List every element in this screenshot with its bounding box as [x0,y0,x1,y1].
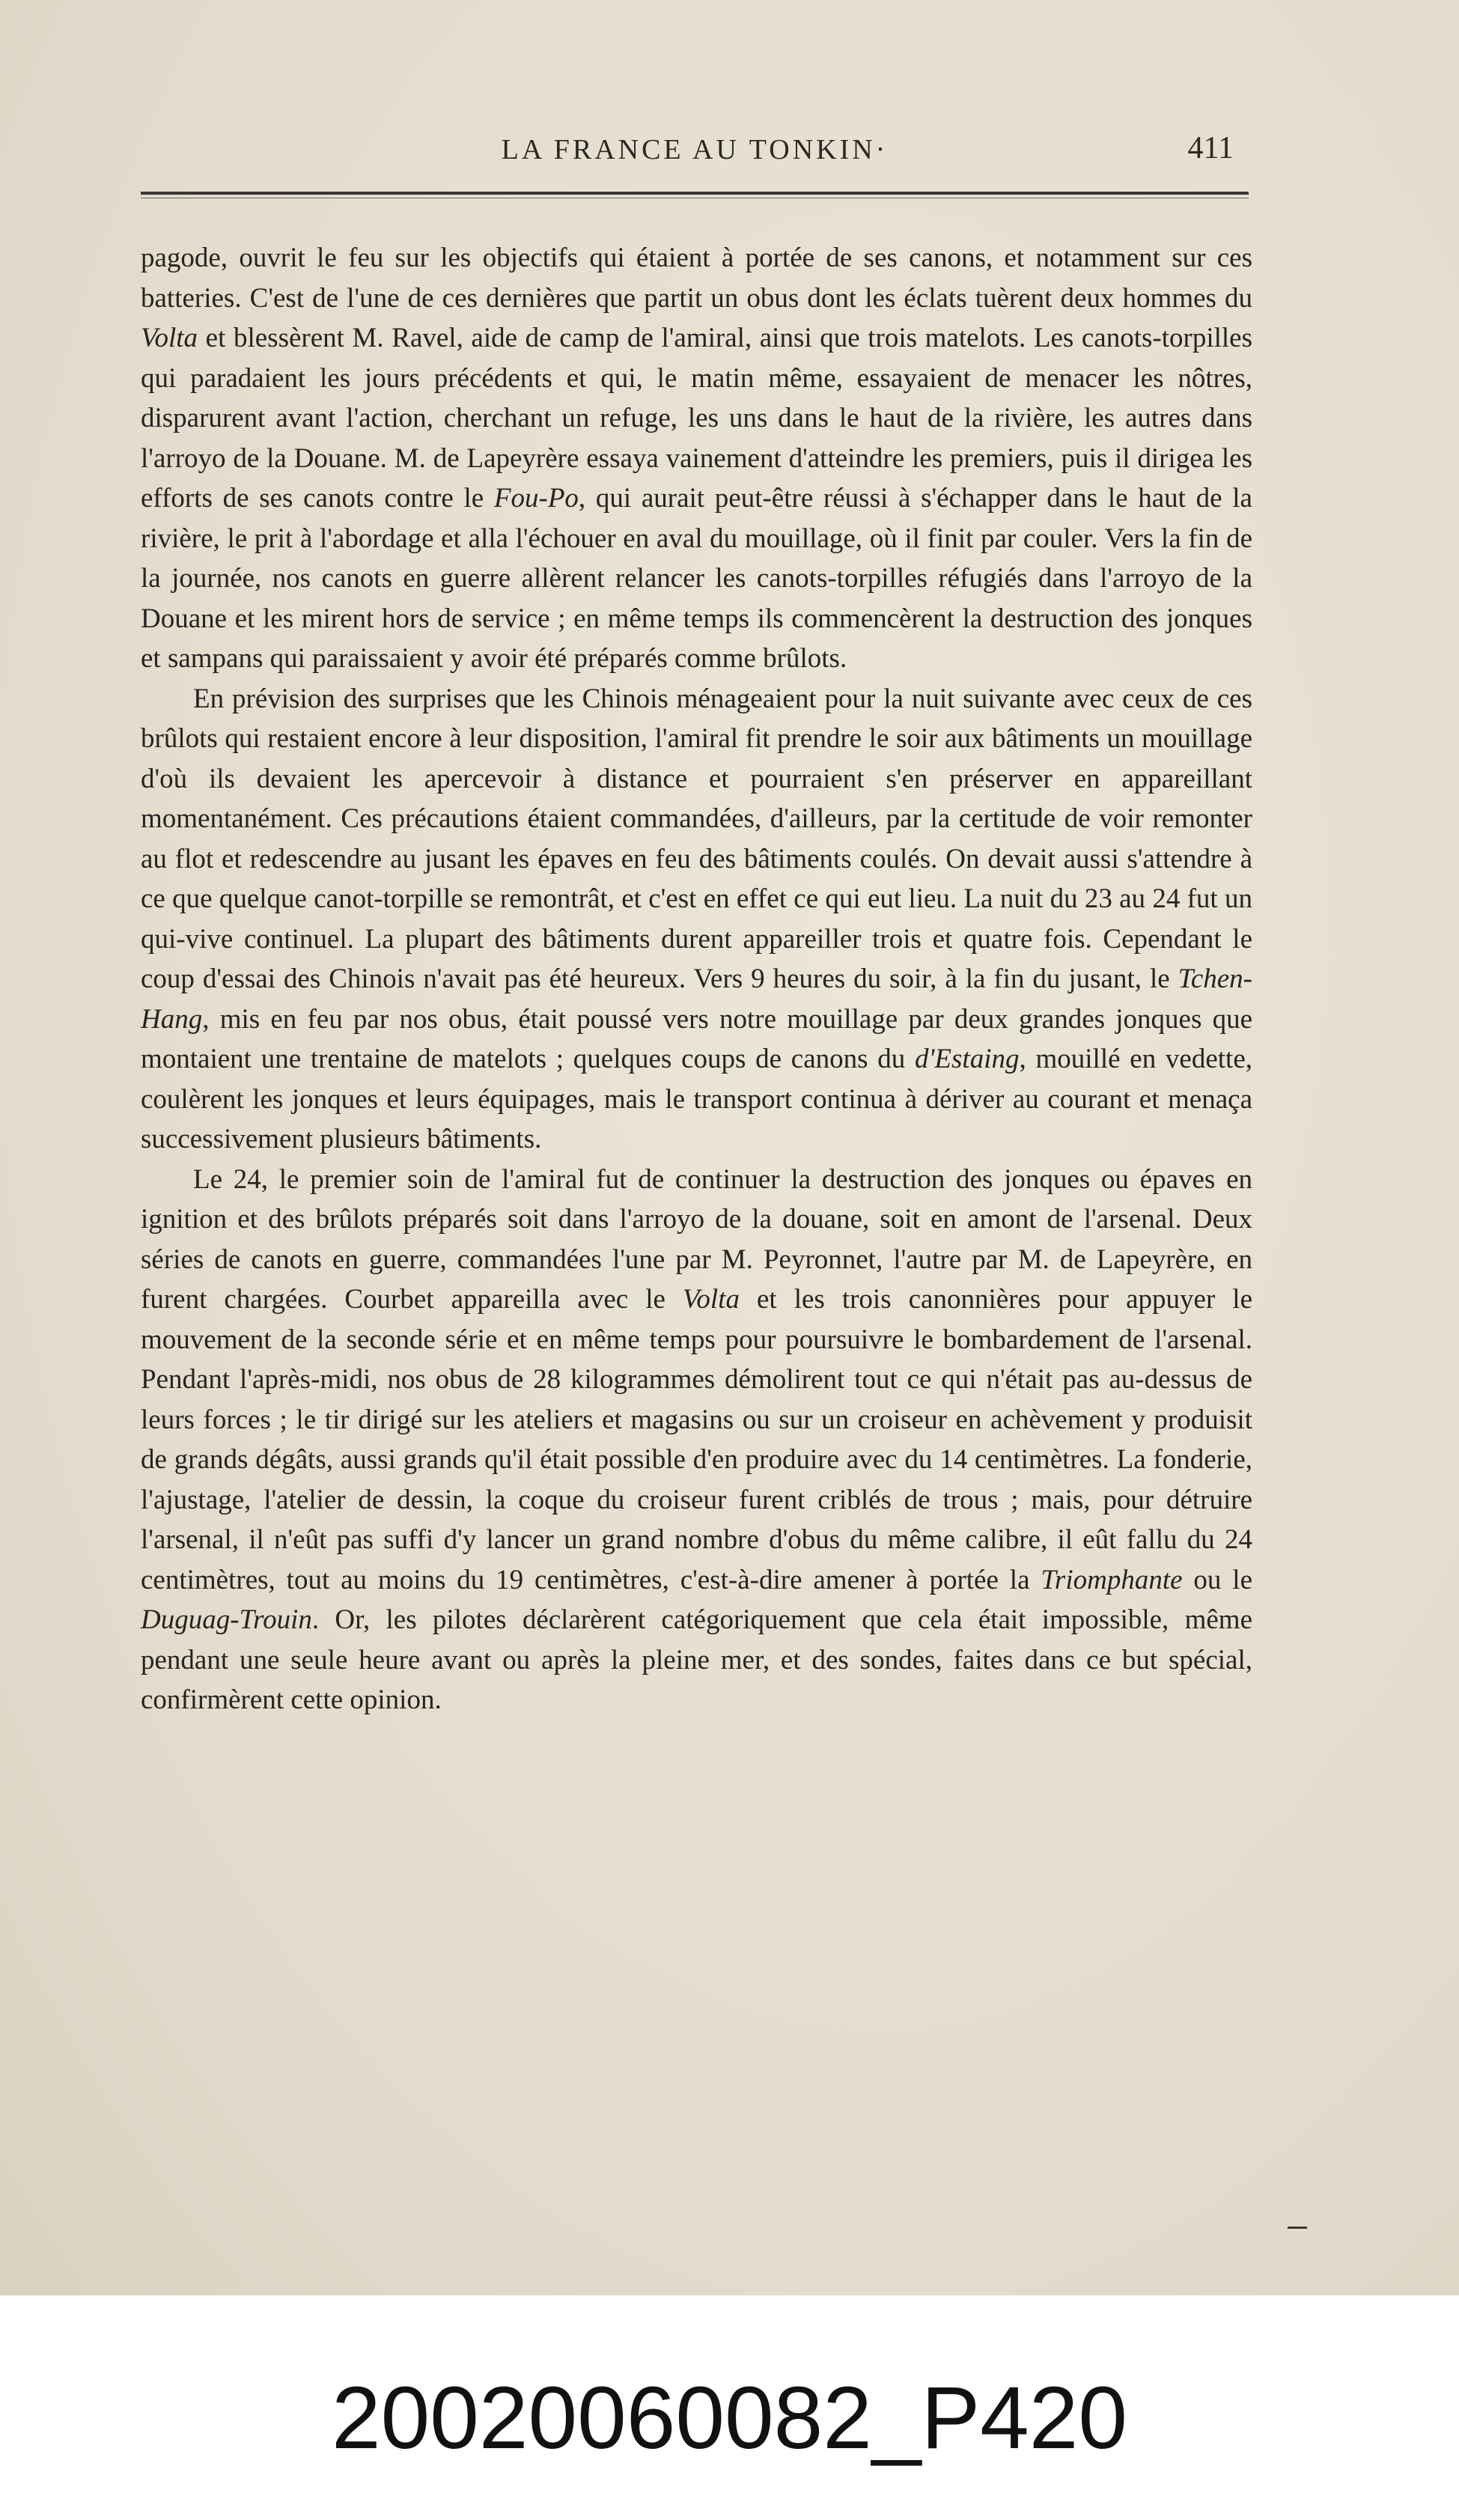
text-run: , mis en feu par nos obus, était poussé vers notre mouillage par deux grandes jonques que montaient une trentaine de matelots ; quelques coups de canons du [141,1003,1252,1074]
text-run: et blessèrent M. Ravel, aide de camp de l'amiral, ainsi que trois matelots. Les canots-torpilles qui paradaient les jours précédents et qui, le matin même, essayaient de menacer les nôtres, disparurent avant l'action, cherchant un refuge, les uns dans le haut de la rivière, les autres dans l'arroyo de la Douane. M. de Lapeyrère essaya vainement d'atteindre les premiers, puis il dirigea les efforts de ses canots contre le [141,323,1252,514]
italic-text: Volta [141,323,198,353]
text-run: , mouillé en vedette, coulèrent les jonques et leurs équipages, mais le transport continua à dériver au courant et menaça successivement plusieurs bâtiments. [141,1044,1253,1154]
text-run: pagode, ouvrit le feu sur les objectifs qui étaient à portée de ses canons, et notamment sur ces batteries. C'est de l'une de ces dernières que partit un obus dont les éclats tuèrent deux hommes du [141,243,1252,314]
italic-text: Duguag-Trouin [141,1604,312,1635]
page-number: 411 [1187,131,1234,165]
italic-text: Triomphante [1041,1564,1183,1595]
italic-text: Fou-Po [493,483,579,514]
text-run: . Or, les pilotes déclarèrent catégoriquement que cela était impossible, même pendant une seule heure avant ou après la pleine mer, et des sondes, faites dans ce but spécial, confirmèrent cette opinion. [141,1604,1252,1715]
running-header [141,133,1249,178]
scan-footer [0,2295,1459,2520]
text-run: En prévision des surprises que les Chinois ménageaient pour la nuit suivante avec ceux de ces brûlots qui restaient encore à leur disposition, l'amiral fit prendre le soir aux bâtiments un mouillage d'où ils devaient les apercevoir à distance et pourraient s'en préserver en appareillant momentanément. Ces précautions étaient commandées, d'ailleurs, par la certitude de voir remonter au flot et redescendre au jusant les épaves en feu des bâtiments coulés. On devait aussi s'attendre à ce que quelque canot-torpille se remontrât, et c'est en effet ce qui eut lieu. La nuit du 23 au 24 fut un qui-vive continuel. La plupart des bâtiments durent appareiller trois et quatre fois. Cependant le coup d'essai des Chinois n'avait pas été heureux. Vers 9 heures du soir, à la fin du jusant, le [141,683,1252,994]
margin-mark [1288,2227,1307,2229]
italic-text: Volta [682,1284,740,1315]
text-run: , qui aurait peut-être réussi à s'échapper dans le haut de la rivière, le prit à l'abordage et alla l'échouer en aval du mouillage, où il finit par couler. Vers la fin de la journée, nos canots en guerre allèrent relancer les canots-torpilles réfugiés dans l'arroyo de la Douane et les mirent hors de service ; en même temps ils commencèrent la destruction des jonques et sampans qui paraissaient y avoir été préparés comme brûlots. [141,483,1252,674]
scan-identifier: 20020060082_P420 [331,2369,1128,2468]
italic-text: d'Estaing [915,1044,1020,1074]
text-run: ou le [1182,1564,1253,1595]
running-title: LA FRANCE AU TONKIN· [501,134,889,165]
paragraph [141,1160,1252,1720]
text-run: Le 24, le premier soin de l'amiral fut de continuer la destruction des jonques ou épaves en ignition et des brûlots préparés soit dans l'arroyo de la douane, soit en amont de l'arsenal. Deux séries de canots en guerre, commandées l'une par M. Peyronnet, l'autre par M. de Lapeyrère, en furent chargées. Courbet appareilla avec le [141,1163,1252,1315]
body-text [141,238,1252,1720]
italic-text: Tchen-Hang [141,964,1252,1035]
paragraph [141,679,1252,1160]
header-rule-thick [141,192,1249,195]
paragraph [141,238,1252,679]
text-run: et les trois canonnières pour appuyer le mouvement de la seconde série et en même temps pour poursuivre le bombardement de l'arsenal. Pendant l'après-midi, nos obus de 28 kilogrammes démolirent tout ce qui n'était pas au-dessus de leurs forces ; le tir dirigé sur les ateliers et magasins ou sur un croiseur en achèvement y produisit de grands dégâts, aussi grands qu'il était possible d'en produire avec du 14 centimètres. La fonderie, l'ajustage, l'atelier de dessin, la coque du croiseur furent criblés de trous ; mais, pour détruire l'arsenal, il n'eût pas suffi d'y lancer un grand nombre d'obus du même calibre, il eût fallu du 24 centimètres, tout au moins du 19 centimètres, c'est-à-dire amener à portée la [141,1284,1253,1595]
